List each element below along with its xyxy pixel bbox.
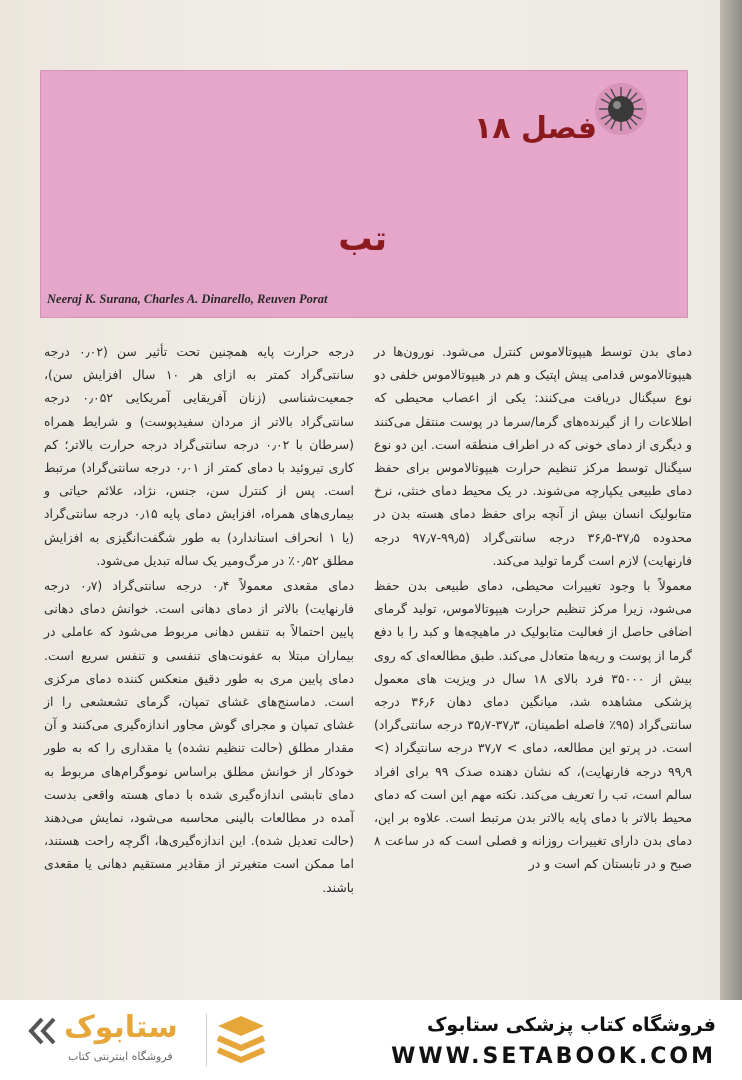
paragraph: دمای مقعدی معمولاً ۰٫۴ درجه سانتی‌گراد (۰٫۷ درجه فارنهایت) بالاتر از دمای دهانی است. خوانش دمای دهانی پایین احتمالاً به تنفس دهانی مربوط می‌شود که عاملی در بیماران مبتلا به عفونت‌های تنفسی و تنفس سریع است. دمای پایین مری به طور دقیق منعکس کننده دمای مرکزی است. دماسنج‌های غشای تمپان، گرمای تشعشعی را از غشای تمپان و مجرای گوش مجاور اندازه‌گیری می‌کنند و آن مقدار مطلق (حالت تنظیم نشده) یا مقداری را که به طور خودکار از خوانش مطلق براساس نوموگرام‌های مربوط به دمای تابشی اندازه‌گیری شده با دمای هسته واقعی بدست آمده در مطالعات بالینی محاسبه می‌شود، نمایش می‌دهند (حالت تعدیل شده). این اندازه‌گیری‌ها، اگرچه راحت هستند، اما ممکن است متغیرتر از مقادیر مستقیم دهانی یا مقعدی باشند. — [44, 578, 355, 895]
page-edge-shadow — [720, 0, 742, 1000]
paragraph: دمای بدن توسط هیپوتالاموس کنترل می‌شود. نورون‌ها در هیپوتالاموس قدامی پیش اپتیک و هم در هیپوتالاموس خلفی دو نوع سیگنال دریافت می‌کنند: یکی از اعصاب محیطی که اطلاعات را از گیرنده‌های گرما/سرما در پوست منتقل می‌کنند و دیگری از دمای خونی که در اطراف منطقه است. این دو نوع سیگنال توسط مرکز تنظیم حرارت هیپوتالاموس برای حفظ دمای طبیعی یکپارچه می‌شوند. در یک محیط دمای خنثی، نرخ متابولیک انسان بیش از آنچه برای حفظ دمای هسته بدن در محدوده ۳۷٫۵-۳۶٫۵ درجه سانتی‌گراد (۹۹٫۵-۹۷٫۷ درجه فارنهایت) لازم است گرما تولید می‌کند. — [374, 344, 692, 568]
paragraph: معمولاً با وجود تغییرات محیطی، دمای طبیعی بدن حفظ می‌شود، زیرا مرکز تنظیم حرارت هیپوتالاموس، تولید گرمای اضافی حاصل از فعالیت متابولیک در ماهیچه‌ها و کبد را با دفع گرما از پوست و ریه‌ها متعادل می‌کند. طبق مطالعه‌ای که روی بیش از ۳۵۰۰۰ فرد بالای ۱۸ سال در ویزیت های معمول پزشکی مشاهده شد، میانگین دمای دهان ۳۶٫۶ درجه سانتی‌گراد (۹۵٪ فاصله اطمینان، ۳۷٫۳-۳۵٫۷ درجه سانتی‌گراد) است. در پرتو این مطالعه، دمای > ۳۷٫۷ درجه سانتیگراد (> ۹۹٫۹ درجه فارنهایت)، که نشان دهنده صدک ۹۹ برای افراد سالم است، تب را تعریف می‌کند. نکته مهم این است که دمای محیط بالاتر با دمای پایه بالاتر بدن مرتبط است. علاوه بر این، دمای بدن دارای تغییرات روزانه و فصلی است که در ساعت ۸ صبح و در تابستان کم است و در — [374, 578, 692, 872]
chapter-topic-title: تب — [338, 219, 387, 259]
stacked-books-icon — [214, 1012, 268, 1068]
logo-name: ستابوک — [64, 1010, 178, 1045]
right-text-column — [374, 340, 692, 876]
virus-cell-icon — [593, 81, 649, 137]
shop-name: فروشگاه کتاب پزشکی ستابوک — [426, 1014, 716, 1036]
chapter-authors: Neeraj K. Surana, Charles A. Dinarello, Reuven Porat — [47, 292, 328, 306]
shop-url[interactable]: WWW.SETABOOK.COM — [391, 1044, 716, 1069]
left-text-column — [44, 340, 354, 899]
chapter-banner — [40, 70, 688, 318]
watermark-footer — [0, 1000, 742, 1080]
footer-divider — [206, 1014, 207, 1066]
chapter-number: فصل ۱۸ — [473, 111, 597, 146]
logo-chevrons-icon — [28, 1016, 64, 1046]
logo-subtitle: فروشگاه اینترنتی کتاب — [68, 1050, 173, 1063]
paragraph: درجه حرارت پایه همچنین تحت تأثیر سن (۰٫۰۲ درجه سانتی‌گراد کمتر به ازای هر ۱۰ سال افزایش سن)، جمعیت‌شناسی (زنان آفریقایی آمریکایی ۰٫۰۵۲ درجه سانتی‌گراد بالاتر از مردان سفیدپوست) و شرایط همراه (سرطان با ۰٫۰۲ درجه سانتی‌گراد درجه حرارت بالاتر؛ کم کاری تیروئید با دمای کمتر از ۰٫۰۱ درجه سانتی‌گراد) مرتبط است. پس از کنترل سن، جنس، نژاد، علائم حیاتی و بیماری‌های همراه، افزایش دمای پایه ۰٫۱۵ درجه سانتی‌گراد (یا ۱ انحراف استاندارد) به طور شگفت‌انگیزی به افزایش مطلق ۰٫۵۲٪ در مرگ‌ومیر یک ساله تبدیل می‌شود. — [44, 344, 355, 568]
